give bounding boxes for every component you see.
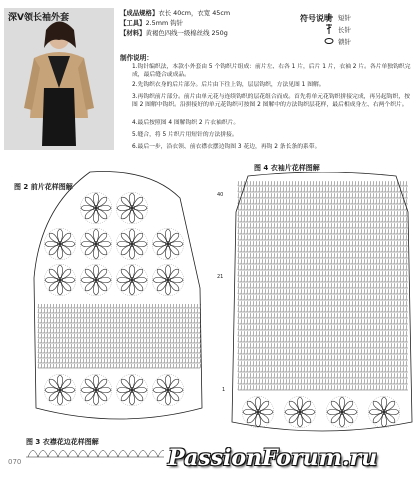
crochet-motif <box>116 228 148 260</box>
crochet-motif <box>326 396 358 428</box>
stitch-rows <box>38 304 201 368</box>
legend-chain-stitch: 锁针 <box>338 38 351 46</box>
watermark: PassionForum.ru <box>168 445 378 471</box>
chain-stitch-icon <box>322 36 336 46</box>
sleeve-chart <box>228 172 416 440</box>
instruction-step: 3.再钩织前片部分。前片由单元花与连续钩织的层花组合而成。首先将单元花钩织拼接完成，再另起钩织，按图 2 图解中钩织。沿拼接好的单元花钩织可按图 2 图解中的方法钩织层花样，最后相成身左、右两个织片。 <box>132 94 410 108</box>
instruction-step: 2.先钩织衣身的后片部分。后片由下往上钩，层层钩织，方法见图 1 图解。 <box>132 82 325 88</box>
instruction-step: 6.最后一步，沿衣领、前衣襟衣摆边钩图 3 花边，再钩 2 条长条的系带。 <box>132 144 321 150</box>
crochet-motif <box>80 228 112 260</box>
single-crochet-icon <box>322 12 336 22</box>
crochet-motif <box>284 396 316 428</box>
edging-chart <box>26 444 164 460</box>
page-number: 070 <box>8 458 22 466</box>
double-crochet-icon <box>322 24 336 34</box>
spec-tool: 【工具】2.5mm 钩针 <box>120 19 183 27</box>
legend-single-crochet: 短针 <box>338 14 351 22</box>
crochet-motif <box>80 192 112 224</box>
row-number: 40 <box>217 192 224 198</box>
crochet-motif <box>80 264 112 296</box>
crochet-motif <box>44 374 76 406</box>
crochet-motif <box>44 228 76 260</box>
row-number: 21 <box>217 274 224 280</box>
model-photo <box>4 8 114 150</box>
crochet-motif <box>368 396 400 428</box>
crochet-motif <box>152 374 184 406</box>
figure-2-label: 图 2 前片花样图解 <box>14 183 73 191</box>
row-number: 1 <box>222 387 226 393</box>
instruction-step: 1.钩针编织法，本款小外套由 5 个钩织片组成：前片左、右各 1 片，后片 1 片，衣袖 2 片。各片单独钩织完成，最后缝合或成品。 <box>132 64 411 78</box>
legend-title: 符号说明 <box>300 14 332 23</box>
crochet-motif <box>116 374 148 406</box>
crochet-motif <box>242 396 274 428</box>
instructions-title: 制作说明： <box>120 54 153 62</box>
figure-3-label: 图 3 衣襟花边花样图解 <box>26 438 99 446</box>
legend-double-crochet: 长针 <box>338 26 351 34</box>
pattern-title: 深V领长袖外套 <box>8 13 69 23</box>
spec-size: 【成品规格】衣长 40cm，衣宽 45cm <box>120 9 231 17</box>
crochet-motif <box>152 264 184 296</box>
front-panel-chart <box>30 168 208 430</box>
spec-material: 【材料】黄褐色四线一级棉丝线 250g <box>120 29 228 37</box>
crochet-motif <box>116 264 148 296</box>
instruction-step: 4.最后按照图 4 图解钩织 2 片衣袖织片。 <box>132 120 240 126</box>
crochet-motif <box>80 374 112 406</box>
stitch-rows <box>238 181 408 390</box>
model-illustration <box>4 8 114 150</box>
crochet-motif <box>44 264 76 296</box>
instruction-step: 5.缝合，将 5 片织片用短针的方法拼接。 <box>132 132 238 138</box>
figure-4-label: 图 4 衣袖片花样图解 <box>254 164 320 172</box>
crochet-motif <box>116 192 148 224</box>
crochet-motif <box>152 228 184 260</box>
